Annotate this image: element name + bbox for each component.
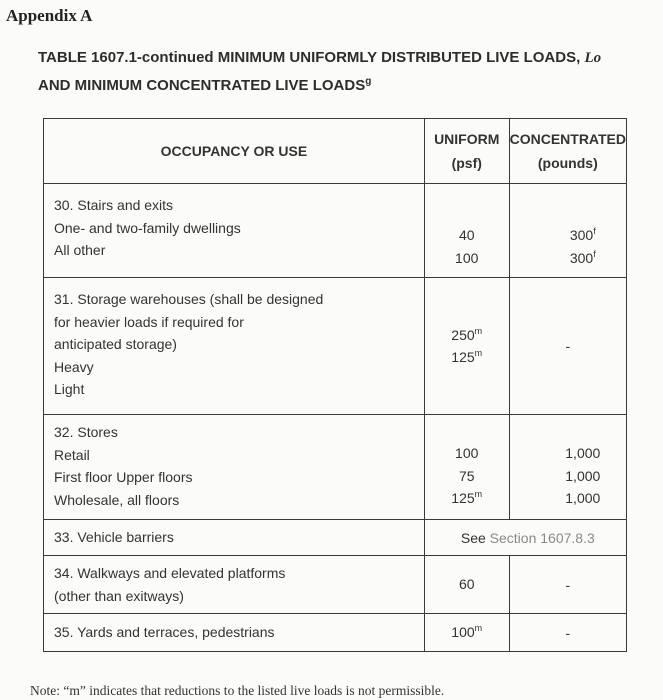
occupancy-line: 30. Stairs and exits bbox=[54, 197, 174, 213]
concentrated-value: - bbox=[565, 338, 571, 354]
occupancy-line: Heavy bbox=[54, 358, 94, 375]
footnote-sup: f bbox=[593, 226, 596, 237]
table-title-symbol: Lo bbox=[584, 50, 602, 66]
header-concentrated-label: CONCENTRATED bbox=[509, 131, 626, 147]
uniform-value: 125 bbox=[451, 349, 475, 365]
footnote-sup: m bbox=[474, 348, 483, 358]
occupancy-cell bbox=[44, 184, 425, 278]
section-reference: Section 1607.8.3 bbox=[489, 529, 595, 546]
occupancy-line: 35. Yards and terraces, pedestrians bbox=[54, 624, 275, 641]
occupancy-cell bbox=[44, 278, 425, 415]
occupancy-line: One- and two-family dwellings bbox=[54, 219, 241, 236]
table-row bbox=[44, 614, 627, 652]
occupancy-cell bbox=[44, 556, 425, 614]
uniform-value: 60 bbox=[458, 576, 475, 593]
table-row bbox=[44, 415, 627, 520]
header-concentrated bbox=[509, 119, 626, 184]
occupancy-line: Wholesale, all floors bbox=[54, 491, 180, 508]
table-row bbox=[44, 520, 627, 556]
uniform-value: 40 bbox=[458, 227, 475, 244]
concentrated-value: 1,000 bbox=[565, 490, 601, 507]
occupancy-line: 33. Vehicle barriers bbox=[54, 529, 174, 546]
occupancy-line: Retail bbox=[54, 446, 90, 463]
table-title bbox=[38, 44, 658, 99]
header-uniform-unit: (psf) bbox=[451, 155, 482, 171]
concentrated-value: - bbox=[565, 624, 571, 641]
see-label: See bbox=[460, 529, 486, 546]
concentrated-value: 300 bbox=[569, 227, 594, 244]
concentrated-cell bbox=[509, 556, 626, 614]
uniform-value: 125 bbox=[451, 490, 475, 507]
table-row bbox=[44, 556, 627, 614]
uniform-cell bbox=[424, 184, 509, 278]
footnote-sup: m bbox=[474, 623, 483, 634]
concentrated-value: - bbox=[565, 576, 571, 593]
uniform-value: 100 bbox=[451, 624, 475, 641]
uniform-value: 250 bbox=[451, 326, 475, 343]
footnote-sup: m bbox=[474, 489, 483, 500]
concentrated-value: 1,000 bbox=[565, 445, 601, 462]
live-loads-table bbox=[43, 118, 627, 652]
occupancy-line: 32. Stores bbox=[54, 424, 118, 440]
header-occupancy: OCCUPANCY OR USE bbox=[44, 119, 425, 184]
table-title-line2: AND MINIMUM CONCENTRATED LIVE LOADS bbox=[38, 77, 366, 94]
uniform-value: 100 bbox=[455, 249, 479, 266]
uniform-cell bbox=[424, 415, 509, 520]
occupancy-line: 31. Storage warehouses (shall be designed bbox=[54, 291, 324, 307]
occupancy-line: 34. Walkways and elevated platforms bbox=[54, 565, 286, 581]
concentrated-value: 300 bbox=[569, 249, 594, 266]
concentrated-cell bbox=[509, 184, 626, 278]
header-row bbox=[44, 119, 627, 184]
appendix-title: Appendix A bbox=[6, 6, 93, 25]
header-uniform bbox=[424, 119, 509, 184]
uniform-cell bbox=[424, 614, 509, 652]
occupancy-cell bbox=[44, 415, 425, 520]
merged-reference-cell bbox=[424, 520, 626, 556]
uniform-cell bbox=[424, 556, 509, 614]
occupancy-line: All other bbox=[54, 242, 106, 258]
header-concentrated-unit: (pounds) bbox=[537, 155, 598, 171]
occupancy-cell bbox=[44, 520, 425, 556]
uniform-value: 75 bbox=[458, 467, 475, 484]
uniform-value: 100 bbox=[455, 445, 479, 462]
footnote-sup: m bbox=[474, 325, 483, 336]
concentrated-cell bbox=[509, 614, 626, 652]
table-row bbox=[44, 278, 627, 415]
table-title-line1: TABLE 1607.1-continued MINIMUM UNIFORMLY DISTRIBUTED LIVE LOADS, bbox=[38, 49, 581, 66]
occupancy-line: First floor Upper floors bbox=[54, 469, 193, 485]
concentrated-cell bbox=[509, 415, 626, 520]
occupancy-line: anticipated storage) bbox=[54, 336, 177, 352]
footnote: Note: “m” indicates that reductions to the listed live loads is not permissible. bbox=[30, 683, 445, 698]
table-title-sup: g bbox=[365, 76, 372, 87]
uniform-cell bbox=[424, 278, 509, 415]
table-row bbox=[44, 184, 627, 278]
footnote-sup: f bbox=[593, 248, 596, 259]
concentrated-value: 1,000 bbox=[565, 467, 601, 484]
occupancy-line: for heavier loads if required for bbox=[54, 313, 244, 330]
header-uniform-label: UNIFORM bbox=[434, 131, 500, 147]
occupancy-line: (other than exitways) bbox=[54, 587, 184, 604]
occupancy-cell bbox=[44, 614, 425, 652]
concentrated-cell bbox=[509, 278, 626, 415]
occupancy-line: Light bbox=[54, 381, 85, 397]
